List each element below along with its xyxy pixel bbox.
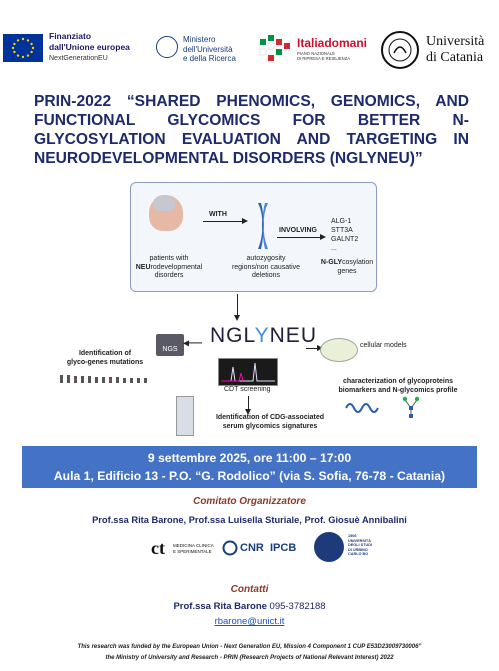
eu-flag-icon bbox=[3, 34, 43, 62]
uniurb-text: 1506 UNIVERSITÀ DEGLI STUDI DI URBINO CARLO BO bbox=[348, 534, 373, 557]
committee-names: Prof.ssa Rita Barone, Prof.ssa Luisella Sturiale, Prof. Giosuè Annibalini bbox=[92, 515, 407, 525]
cnr-icon bbox=[222, 540, 238, 556]
funding-note-line1: This research was funded by the European Union - Next Generation EU, Mission 4 Component 1 CUP E53D23009730006” bbox=[77, 644, 422, 650]
unict-logo-text: Università di Catania bbox=[426, 34, 485, 65]
down-arrow bbox=[237, 294, 238, 316]
autozygosity-label: autozygosity regions/non causative deletions bbox=[231, 255, 301, 279]
event-title: PRIN-2022 “SHARED PHENOMICS, GENOMICS, AND FUNCTIONAL GLYCOMICS FOR BETTER N-GLYCOSYLATION EVALUATION AND TARGETING IN NEURODEVELOPMENTAL DISORDERS (NGLYNEU)” bbox=[34, 93, 469, 167]
cdt-chart-icon bbox=[218, 358, 278, 386]
karyotype-icon bbox=[58, 371, 150, 381]
glyco-genes-label: Identification of glyco-genes mutations bbox=[66, 350, 144, 366]
event-date: 9 settembre 2025, ore 11:00 – 17:00 bbox=[147, 451, 352, 465]
ngs-arrow bbox=[188, 342, 202, 343]
brain-icon bbox=[153, 195, 175, 211]
nglyco-genes-label: N-GLYcosylation genes bbox=[320, 259, 374, 275]
cdt-arrow bbox=[248, 396, 249, 410]
infographic-box bbox=[130, 182, 377, 292]
chromosome-icon bbox=[257, 201, 269, 251]
cellular-label: cellular models bbox=[360, 342, 407, 349]
contact-name: Prof.ssa Rita Barone bbox=[173, 601, 267, 612]
italiadomani-icon bbox=[258, 33, 294, 63]
ngs-machine-icon: NGS bbox=[156, 334, 184, 356]
characterization-label: characterization of glycoproteins biomarkers and N-glycomics profile bbox=[338, 378, 458, 394]
mur-seal-icon bbox=[156, 36, 178, 58]
nglyneu-logo: NGLYNEU bbox=[210, 324, 317, 347]
cdt-label: CDT screening bbox=[224, 386, 271, 393]
cdg-label: Identification of CDG-associated serum glycomics signatures bbox=[215, 414, 325, 430]
cnr-ipcb-logo: CNR IPCB bbox=[222, 540, 312, 558]
with-arrow bbox=[203, 221, 243, 222]
italiadomani-subtitle: PIANO NAZIONALE DI RIPRESA E RESILIENZA bbox=[297, 51, 351, 61]
event-location: Aula 1, Edificio 13 - P.O. “G. Rodolico” (via S. Sofia, 76-78 - Catania) bbox=[53, 469, 446, 483]
contacts-heading: Contatti bbox=[230, 584, 269, 595]
involving-arrow bbox=[277, 237, 321, 238]
glycan-icon bbox=[400, 394, 422, 420]
patients-label: patients with NEUrodevelopmental disorders bbox=[135, 255, 203, 279]
italiadomani-name: Italiadomani bbox=[297, 36, 368, 50]
logo-row bbox=[0, 28, 499, 72]
contact-line bbox=[0, 601, 499, 612]
cellular-arrow bbox=[306, 348, 318, 349]
glycoprotein-icon bbox=[344, 398, 380, 418]
mass-spec-icon bbox=[176, 396, 194, 436]
with-label: WITH bbox=[209, 211, 227, 218]
unict-seal-icon bbox=[381, 31, 419, 69]
eu-logo-text: Finanziato dall'Unione europea NextGenerationEU bbox=[49, 31, 130, 62]
petri-dish-icon bbox=[320, 338, 358, 362]
dept-logo: ct MEDICINA CLINICA E SPERIMENTALE bbox=[151, 538, 214, 558]
contact-email-link[interactable]: rbarone@unict.it bbox=[214, 616, 285, 627]
uniurb-seal-icon bbox=[314, 532, 344, 562]
committee-heading: Comitato Organizzatore bbox=[193, 496, 306, 507]
funding-note-line2: the Ministry of University and Research - PRIN (Research Projects of National Relevant Interest) 2022 bbox=[105, 655, 394, 661]
date-location-banner bbox=[22, 446, 477, 488]
contact-phone: 095-3782188 bbox=[269, 601, 326, 612]
genes-list: ALG-1 STT3A GALNT2 ... bbox=[331, 218, 359, 252]
mur-logo-text: Ministero dell'Università e della Ricerca bbox=[183, 35, 236, 63]
involving-label: INVOLVING bbox=[279, 227, 317, 234]
